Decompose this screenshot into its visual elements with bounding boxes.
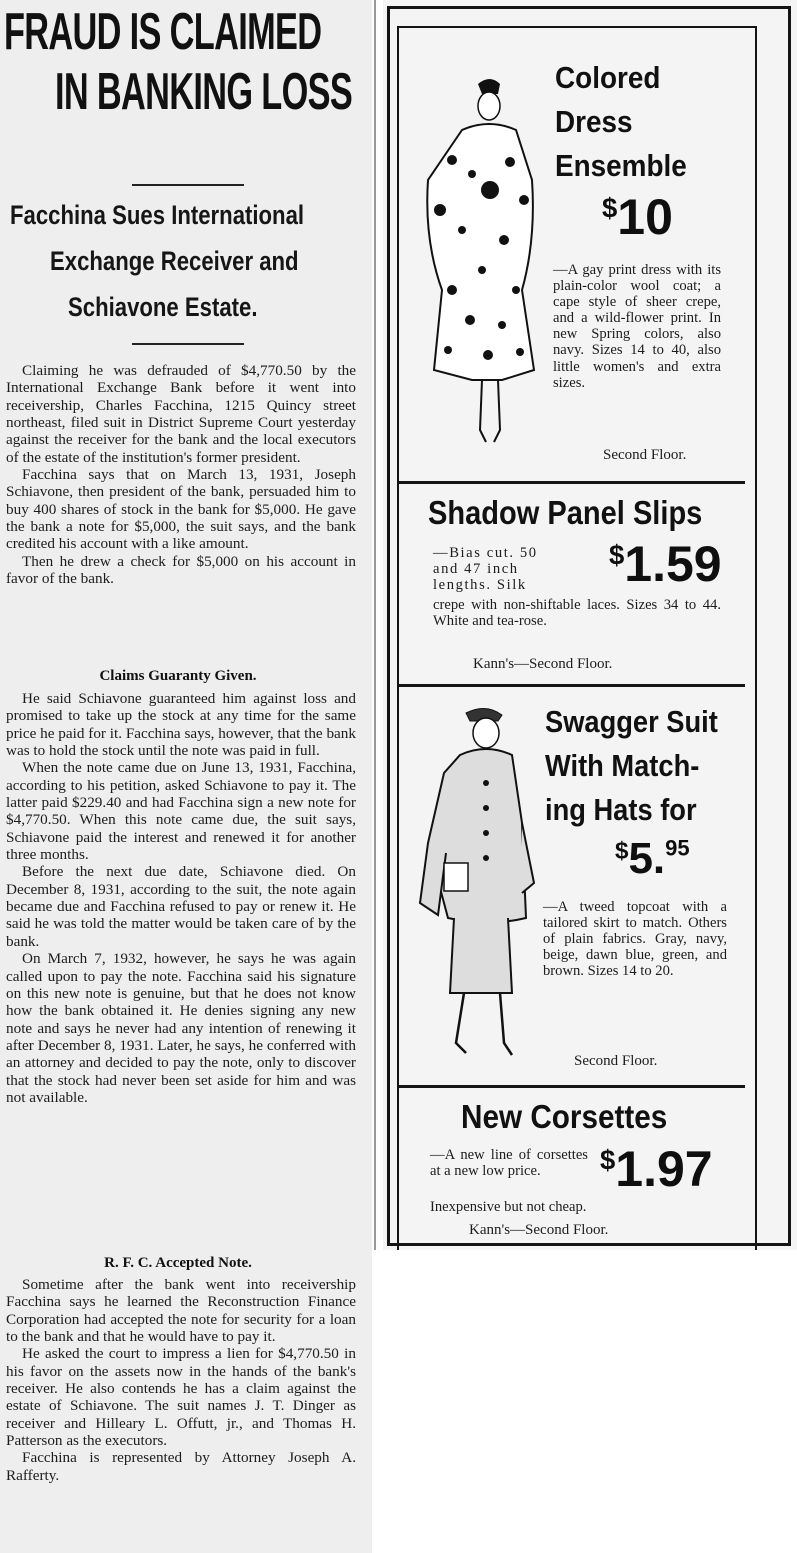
dress-floor: Second Floor. xyxy=(603,447,687,463)
corsettes-copy: —A new line of corsettes at a new low price. xyxy=(430,1147,588,1180)
corsettes-price: $1.97 xyxy=(600,1141,713,1197)
paragraph: He said Schiavone guaranteed him against loss and promised to take up the stock at any time for the same price he paid for it. Facchina says, however, that the bank was to hold the stock until the note was paid in full. xyxy=(6,690,356,760)
suit-copy: —A tweed topcoat with a tailored skirt to match. Others of plain fabrics. Gray, navy, beige, dawn blue, green, and brown. Sizes 14 to 20. xyxy=(543,899,727,980)
article-body-3 xyxy=(6,1276,356,1484)
article-body-2 xyxy=(6,690,356,1106)
paragraph: Before the next due date, Schiavone died. On December 8, 1931, according to the suit, the note again became due and Facchina refused to pay or renew it. He said he was told the matter would be taken care of by the bank. xyxy=(6,863,356,950)
headline-line-2: IN BANKING LOSS xyxy=(55,63,353,121)
subhead-claims-guaranty: Claims Guaranty Given. xyxy=(99,668,257,684)
dress-ensemble-illustration xyxy=(412,70,547,448)
dress-copy: —A gay print dress with its plain-color wool coat; a cape style of sheer crepe, and a wild-flower print. In new Spring colors, also navy. Sizes 14 to 40, also little women's and extra sizes. xyxy=(553,262,721,391)
deck-rule xyxy=(132,343,244,345)
suit-title: Swagger Suit With Match- ing Hats for xyxy=(545,704,718,827)
panel-divider xyxy=(399,481,745,484)
panel-divider xyxy=(399,1085,745,1088)
dress-title: Colored Dress Ensemble xyxy=(555,60,687,183)
paragraph: He asked the court to impress a lien for $4,770.50 in his favor on the assets now in the hands of the bank's receiver. He also contends he has a claim against the estate of Schiavone. The suit names J. T. Dinger as receiver and Hilleary L. Offutt, jr., and Thomas H. Patterson as the executors. xyxy=(6,1345,356,1450)
panel-divider xyxy=(399,684,745,687)
slips-floor: Kann's—Second Floor. xyxy=(473,656,613,672)
corsettes-floor: Kann's—Second Floor. xyxy=(469,1222,609,1238)
news-article xyxy=(0,0,372,1553)
slips-copy-lines: —Bias cut. 50 and 47 inch lengths. Silk xyxy=(433,545,538,594)
suit-price: $5.95 xyxy=(615,834,690,883)
paragraph: Facchina is represented by Attorney Joseph A. Rafferty. xyxy=(6,1449,356,1484)
deck-line-1: Facchina Sues International xyxy=(10,200,305,230)
headline-line-1: FRAUD IS CLAIMED xyxy=(4,3,322,61)
dress-price: $10 xyxy=(602,189,673,245)
subhead-rfc-accepted-note: R. F. C. Accepted Note. xyxy=(104,1255,252,1271)
paragraph: When the note came due on June 13, 1931, Facchina, according to his petition, asked Schiavone to pay it. The latter paid $229.40 and had Facchina sign a new note for $4,770.50. When this note came due, the suit says, Schiavone paid the interest and renewed it for another three months. xyxy=(6,759,356,864)
paragraph: Sometime after the bank went into receivership Facchina says he learned the Reconstruction Finance Corporation had accepted the note for security for a loan to the bank and that he would have to pay it. xyxy=(6,1276,356,1346)
slips-title: Shadow Panel Slips xyxy=(428,494,703,531)
deck-line-3: Schiavone Estate. xyxy=(68,292,258,322)
paragraph: On March 7, 1932, however, he says he was again called upon to pay the note. Facchina said his signature on this new note is genuine, but that he does not know how the bank obtained it. He denies signing any new note and says he never had any intention of renewing it after December 8, 1931. Later, he says, he conferred with an attorney and decided to pay the note, only to discover that the stock had never been set aside for him and was not available. xyxy=(6,950,356,1106)
slips-copy: crepe with non-shiftable laces. Sizes 34 to 44. White and tea-rose. xyxy=(433,597,721,630)
suit-floor: Second Floor. xyxy=(574,1053,658,1069)
column-divider xyxy=(374,0,376,1250)
paragraph: Then he drew a check for $5,000 on his account in favor of the bank. xyxy=(6,552,356,588)
headline-rule xyxy=(132,184,244,186)
slips-price: $1.59 xyxy=(609,536,722,592)
deck-line-2: Exchange Receiver and xyxy=(50,246,299,276)
corsettes-copy-2: Inexpensive but not cheap. xyxy=(430,1199,587,1215)
paragraph: Claiming he was defrauded of $4,770.50 by the International Exchange Bank before it went into receivership, Charles Facchina, 1215 Quincy street northeast, filed suit in District Supreme Court yesterday against the receiver for the bank and the local executors of the estate of the institution's former president. xyxy=(6,362,356,466)
swagger-suit-illustration xyxy=(418,703,538,1067)
article-body-1 xyxy=(6,362,356,587)
paragraph: Facchina says that on March 13, 1931, Joseph Schiavone, then president of the bank, persuaded him to buy 400 shares of stock in the bank for $5,000. He gave the bank a note for $5,000, the suit says, and the bank credited his account with a like amount. xyxy=(6,466,356,553)
corsettes-title: New Corsettes xyxy=(461,1098,668,1135)
